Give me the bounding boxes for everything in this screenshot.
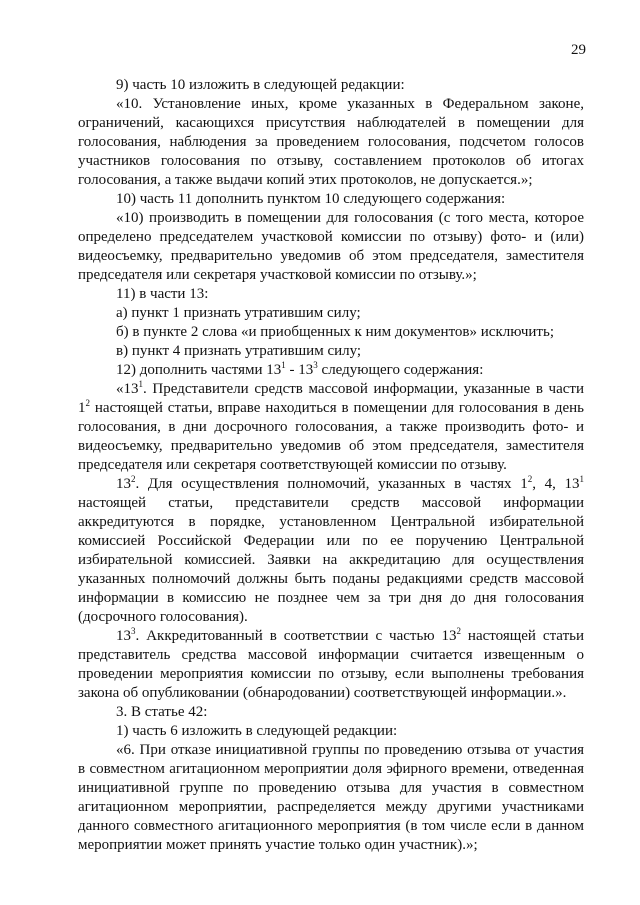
paragraph: 3. В статье 42: — [116, 704, 208, 720]
paragraph: 11) в части 13: — [116, 286, 209, 302]
paragraph: 1) часть 6 изложить в следующей редакции: — [116, 723, 398, 739]
paragraph: «10) производить в помещении для голосования (с того места, которое определено председателем участковой комиссии по отзыву) фото- и (или) видеосъемку, предварительно уведомив об этом председателя, заместителя председателя или секретаря участковой комиссии по отзыву.»; — [78, 210, 584, 283]
paragraph: 10) часть 11 дополнить пунктом 10 следующего содержания: — [116, 191, 506, 207]
paragraph: б) в пункте 2 слова «и приобщенных к ним документов» исключить; — [116, 324, 554, 340]
paragraph: «6. При отказе инициативной группы по проведению отзыва от участия в совместном агитационном мероприятии доля эфирного времени, отведенная инициативной группе по проведению отзыва для участия в совместном агитационном мероприятии, распределяется между другими участниками данного совместного агитационного мероприятия (в том числе если в данном мероприятии может принять участие только один участник).»; — [78, 742, 584, 853]
paragraph: 12) дополнить частями $13^1 - 13^3$ следующего содержания: — [116, 360, 484, 378]
paragraph: «$13^1$. Представители средств массовой информации, указанные в части $1^2$ настоящей статьи, вправе находиться в помещении для голосования в день голосования, в дни досрочного голосования, а также производить фото- и видеосъемку, предварительно уведомив об этом председателя, заместителя председателя или секретаря соответствующей комиссии по отзыву. — [78, 379, 584, 473]
paragraph: 9) часть 10 изложить в следующей редакции: — [116, 77, 405, 93]
paragraph: в) пункт 4 признать утратившим силу; — [116, 343, 362, 359]
paragraph: $13^3$. Аккредитованный в соответствии с частью $13^2$ настоящей статьи представитель средства массовой информации считается извещенным о проведении мероприятия комиссии по отзыву, если выполнены требования закона об опубликовании (обнародовании) соответствующей информации.». — [78, 626, 584, 701]
page-number: 29 — [571, 42, 586, 58]
document-body — [78, 76, 584, 855]
paragraph: а) пункт 1 признать утратившим силу; — [116, 305, 361, 321]
paragraph: «10. Установление иных, кроме указанных в Федеральном законе, ограничений, касающихся присутствия наблюдателей в помещении для голосования, наблюдения за проведением голосования, подсчетом голосов участников голосования по отзыву, составлением протоколов об итогах голосования, а также выдачи копий этих протоколов, не допускается.»; — [78, 96, 584, 188]
paragraph: $13^2$. Для осуществления полномочий, указанных в частях $1^2$, 4, $13^1$ настоящей статьи, представители средств массовой информации аккредитуются в порядке, установленном Центральной избирательной комиссией Российской Федерации или по ее поручению Центральной избирательной комиссией. Заявки на аккредитацию для осуществления указанных полномочий должны быть поданы редакциями средств массовой информации в комиссию не позднее чем за три дня до дня голосования (досрочного голосования). — [78, 474, 585, 625]
